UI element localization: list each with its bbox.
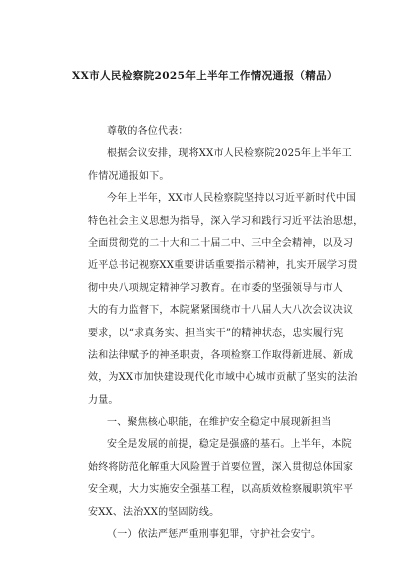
paragraph-line: 法和法律赋予的神圣职责，各项检察工作取得新进展、新成 bbox=[88, 349, 354, 361]
paragraph-line: 安XX、法治XX的坚固防线。 bbox=[88, 506, 220, 518]
paragraph-line: 效，为XX市加快建设现代化市域中心城市贡献了坚实的法治 bbox=[88, 372, 358, 384]
paragraph-line: 始终将防范化解重大风险置于首要位置，深入贯彻总体国家 bbox=[88, 461, 354, 473]
document-title: XX市人民检察院2025年上半年工作情况通报（精品） bbox=[72, 70, 338, 82]
paragraph-line: 特色社会主义思想为指导，深入学习和践行习近平法治思想， bbox=[88, 215, 364, 227]
paragraph-line: 力量。 bbox=[88, 394, 119, 406]
paragraph-line: 安全是发展的前提，稳定是强盛的基石。上半年，本院 bbox=[107, 439, 352, 451]
paragraph-line: 大的有力监督下，本院紧紧围绕市十八届人大八次会议决议 bbox=[88, 305, 354, 317]
paragraph-line: 彻中央八项规定精神学习教育。在市委的坚强领导与市人 bbox=[88, 282, 343, 294]
paragraph-line: 全面贯彻党的二十大和二十届二中、三中全会精神，以及习 bbox=[88, 237, 354, 249]
paragraph-line: 近平总书记视察XX重要讲话重要指示精神，扎实开展学习贯 bbox=[88, 260, 358, 272]
subsection-heading: （一）依法严惩严重刑事犯罪，守护社会安宁。 bbox=[107, 529, 322, 541]
paragraph-line: 安全观，大力实施安全强基工程，以高质效检察履职筑牢平 bbox=[88, 484, 354, 496]
paragraph-line: 作情况通报如下。 bbox=[88, 170, 170, 182]
paragraph-line: 今年上半年，XX市人民检察院坚持以习近平新时代中国 bbox=[107, 193, 357, 205]
section-heading: 一、聚焦核心职能，在维护安全稳定中展现新担当 bbox=[107, 417, 332, 429]
paragraph-line: 根据会议安排，现将XX市人民检察院2025年上半年工 bbox=[107, 148, 352, 160]
salutation: 尊敬的各位代表： bbox=[107, 126, 189, 137]
paragraph-line: 要求，以“求真务实、担当实干”的精神状态，忠实履行宪 bbox=[88, 327, 344, 339]
document-body bbox=[88, 121, 364, 546]
